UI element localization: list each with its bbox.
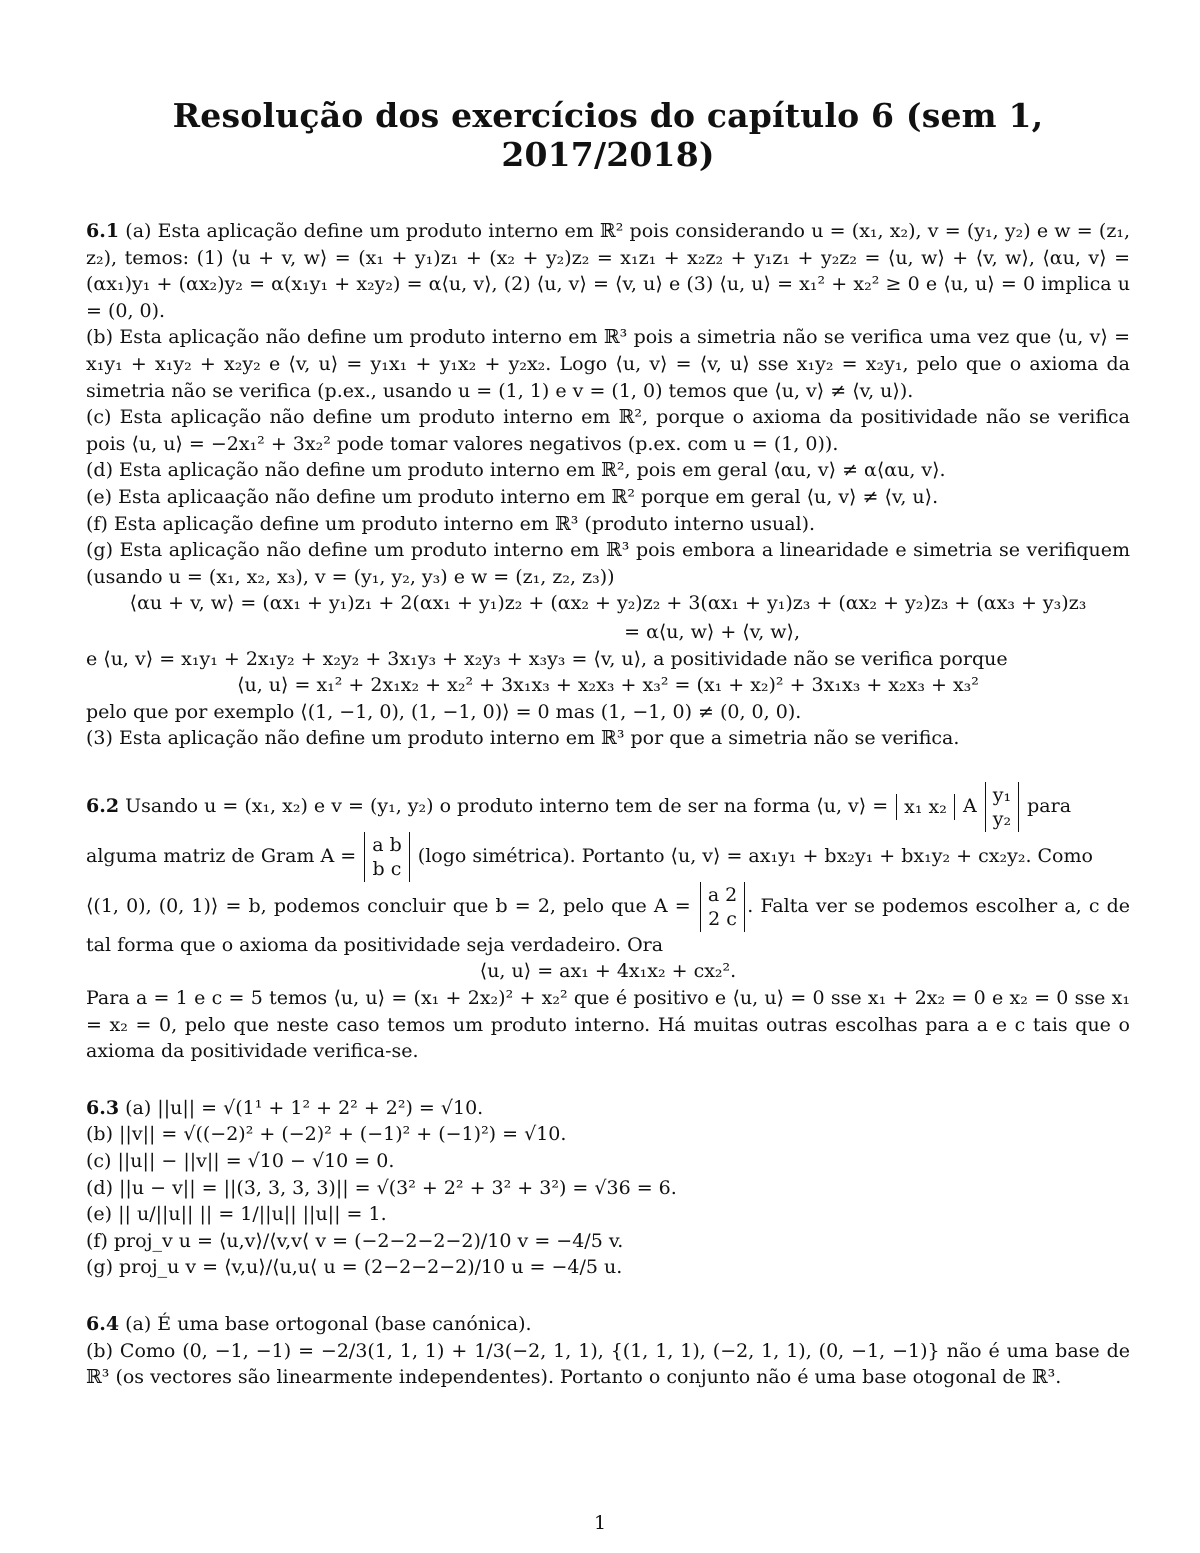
part-f: (f) Esta aplicação define um produto interno em ℝ³ (produto interno usual).: [86, 512, 816, 535]
text: alguma matriz de Gram A =: [86, 844, 357, 867]
equation-norm: ⟨u, u⟩ = ax₁ + 4x₁x₂ + cx₂².: [479, 960, 737, 983]
gram-matrix: [364, 832, 410, 882]
part-d: (d) Esta aplicação não define um produto interno em ℝ², pois em geral ⟨αu, v⟩ ≠ α⟨αu, v⟩.: [86, 459, 946, 482]
part-e: (e) Esta aplicaação não define um produto interno em ℝ² porque em geral ⟨u, v⟩ ≠ ⟨v, u⟩.: [86, 485, 939, 508]
text: . Falta ver se podemos escolher a, c de tal forma que o axioma da positividade seja verdadeiro. Ora: [86, 894, 1130, 956]
exercise-number: 6.4: [86, 1313, 120, 1335]
part-a: (a) Esta aplicação define um produto interno em ℝ² pois considerando u = (x₁, x₂), v = (y₁, y₂) e w = (z₁, z₂), temos: (1) ⟨u + v, w⟩ = (x₁ + y₁)z₁ + (x₂ + y₂)z₂ = x₁z₁ + x₂z₂ + y₁z₁ + y₂z₂ = ⟨u, w⟩ + ⟨v, w⟩, ⟨αu, v⟩ = (αx₁)y₁ + (αx₂)y₂ = α(x₁y₁ + x₂y₂) = α⟨u, v⟩, (2) ⟨u, v⟩ = ⟨v, u⟩ e (3) ⟨u, u⟩ = x₁² + x₂² ≥ 0 e ⟨u, u⟩ = 0 implica u = (0, 0).: [86, 220, 1130, 322]
exercise-6-2: [86, 782, 1130, 1065]
part-c: (c) Esta aplicação não define um produto interno em ℝ², porque o axioma da positividade não se verifica pois ⟨u, u⟩ = −2x₁² + 3x₂² pode tomar valores negativos (p.ex. com u = (1, 0)).: [86, 406, 1130, 455]
part-b: (b) Como (0, −1, −1) = −2/3(1, 1, 1) + 1/3(−2, 1, 1), {(1, 1, 1), (−2, 1, 1), (0, −1, −1)} não é uma base de ℝ³ (os vectores são linearmente independentes). Portanto o conjunto não é uma base otogonal de ℝ³.: [86, 1339, 1130, 1389]
exercise-number: 6.3: [86, 1096, 120, 1119]
equation-linearity: ⟨αu + v, w⟩ = (αx₁ + y₁)z₁ + 2(αx₁ + y₁)z₂ + (αx₂ + y₂)z₂ + 3(αx₁ + y₁)z₃ + (αx₂ + y₂)z₃ + (αx₃ + y₃)z₃: [129, 592, 1087, 615]
gram-row-1: a b: [372, 833, 402, 856]
exercise-6-3: [86, 1095, 1130, 1281]
part-g: (g) proj_u v = ⟨v,u⟩/⟨u,u⟨ u = (2−2−2−2)/10 u = −4/5 u.: [86, 1256, 623, 1279]
conclusion: Para a = 1 e c = 5 temos ⟨u, u⟩ = (x₁ + 2x₂)² + x₂² que é positivo e ⟨u, u⟩ = 0 sse x₁ + 2x₂ = 0 e x₂ = 0 sse x₁ = x₂ = 0, pelo que neste caso temos um produto interno. Há muitas outras escolhas para a e c tais que o axioma da positividade verifica-se.: [86, 987, 1130, 1063]
column-vector-bottom: y₂: [992, 807, 1012, 830]
exercise-number: 6.2: [86, 794, 120, 817]
part-b: (b) Esta aplicação não define um produto interno em ℝ³ pois a simetria não se verifica uma vez que ⟨u, v⟩ = x₁y₁ + x₁y₂ + x₂y₂ e ⟨v, u⟩ = y₁x₁ + y₁x₂ + y₂x₂. Logo ⟨u, v⟩ = ⟨v, u⟩ sse x₁y₂ = x₂y₁, pelo que o axioma da simetria não se verifica (p.ex., usando u = (1, 1) e v = (1, 0) temos que ⟨u, v⟩ ≠ ⟨v, u⟩).: [86, 326, 1130, 402]
part-h: (3) Esta aplicação não define um produto interno em ℝ³ por que a simetria não se verifica.: [86, 727, 960, 750]
row-vector: x₁ x₂: [896, 794, 955, 820]
text: para: [1027, 794, 1072, 817]
equation-linearity-result: = α⟨u, w⟩ + ⟨v, w⟩,: [624, 620, 800, 643]
text: ⟨(1, 0), (0, 1)⟩ = b, podemos concluir que b = 2, pelo que A =: [86, 894, 691, 917]
column-vector-top: y₁: [992, 783, 1012, 806]
page-number: 1: [593, 1512, 607, 1534]
part-a: (a) ||u|| = √(1¹ + 1² + 2² + 2²) = √10.: [125, 1096, 484, 1119]
part-g-symmetry: e ⟨u, v⟩ = x₁y₁ + 2x₁y₂ + x₂y₂ + 3x₁y₃ + x₂y₃ + x₃y₃ = ⟨v, u⟩, a positividade não se verifica porque: [86, 647, 1008, 670]
part-c: (c) ||u|| − ||v|| = √10 − √10 = 0.: [86, 1150, 395, 1173]
exercise-6-1: [86, 218, 1130, 752]
exercise-number: 6.1: [86, 220, 120, 242]
part-g: (g) Esta aplicação não define um produto interno em ℝ³ pois embora a linearidade e simetria se verifiquem (usando u = (x₁, x₂, x₃), v = (y₁, y₂, y₃) e w = (z₁, z₂, z₃)): [86, 539, 1130, 588]
column-vector: [985, 782, 1019, 832]
text: Usando u = (x₁, x₂) e v = (y₁, y₂) o produto interno tem de ser na forma ⟨u, v⟩ =: [125, 794, 889, 817]
text: (logo simétrica). Portanto ⟨u, v⟩ = ax₁y₁ + bx₂y₁ + bx₁y₂ + cx₂y₂. Como: [417, 844, 1093, 867]
part-d: (d) ||u − v|| = ||(3, 3, 3, 3)|| = √(3² + 2² + 3² + 3²) = √36 = 6.: [86, 1176, 677, 1199]
gram-row-2: b c: [372, 857, 402, 880]
matrix-a-row-2: 2 c: [708, 907, 737, 930]
equation-positivity: ⟨u, u⟩ = x₁² + 2x₁x₂ + x₂² + 3x₁x₃ + x₂x₃ + x₃² = (x₁ + x₂)² + 3x₁x₃ + x₂x₃ + x₃²: [237, 674, 979, 697]
part-a: (a) É uma base ortogonal (base canónica).: [125, 1313, 532, 1335]
document-title: Resolução dos exercícios do capítulo 6 (sem 1, 2017/2018): [172, 96, 1044, 174]
matrix-a-row-1: a 2: [707, 883, 738, 906]
part-e: (e) || u/||u|| || = 1/||u|| ||u|| = 1.: [86, 1203, 387, 1226]
part-b: (b) ||v|| = √((−2)² + (−2)² + (−1)² + (−1)²) = √10.: [86, 1123, 567, 1146]
part-f: (f) proj_v u = ⟨u,v⟩/⟨v,v⟨ v = (−2−2−2−2)/10 v = −4/5 v.: [86, 1229, 624, 1252]
part-g-counterexample: pelo que por exemplo ⟨(1, −1, 0), (1, −1, 0)⟩ = 0 mas (1, −1, 0) ≠ (0, 0, 0).: [86, 700, 802, 723]
matrix-symbol: A: [962, 794, 977, 817]
exercise-6-4: [86, 1311, 1130, 1391]
matrix-a: [700, 882, 745, 932]
document-page: [86, 96, 1130, 1421]
